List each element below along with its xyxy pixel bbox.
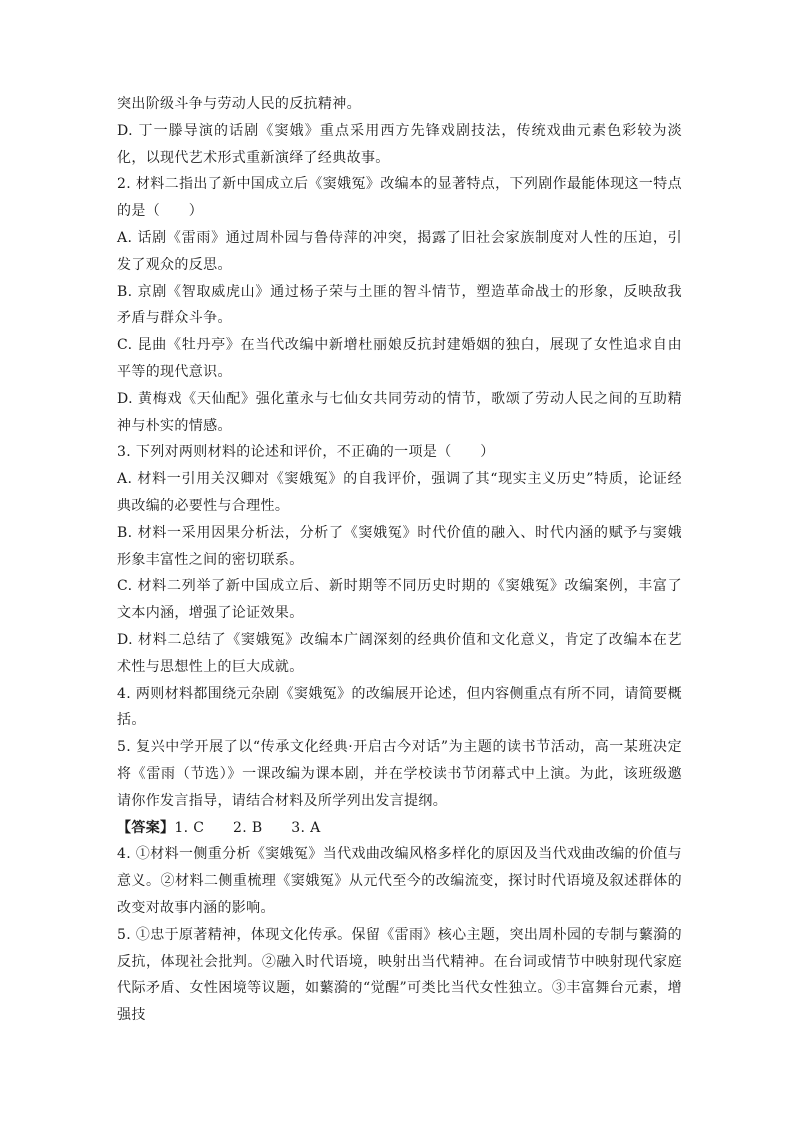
q2-option-c: C. 昆曲《牡丹亭》在当代改编中新增杜丽娘反抗封建婚姻的独白，展现了女性追求自由平等的现代意识。 xyxy=(117,337,682,380)
answer-label: 【答案】 xyxy=(117,819,175,836)
q1-option-d: D. 丁一滕导演的话剧《窦娥》重点采用西方先锋戏剧技法，传统戏曲元素色彩较为淡化，以现代艺术形式重新演绎了经典故事。 xyxy=(117,122,682,166)
answer-4: 4. ①材料一侧重分析《窦娥冤》当代戏曲改编风格多样化的原因及当代戏曲改编的价值与意义。②材料二侧重梳理《窦娥冤》从元代至今的改编流变，探讨时代语境及叙述群体的改变对故事内涵的影响。 xyxy=(117,846,682,916)
paragraph-continuation: 突出阶级斗争与劳动人民的反抗精神。 xyxy=(117,96,361,112)
q2-option-d: D. 黄梅戏《天仙配》强化董永与七仙女共同劳动的情节，歌颂了劳动人民之间的互助精神与朴实的情感。 xyxy=(117,390,682,434)
q3-option-b: B. 材料一采用因果分析法，分析了《窦娥冤》时代价值的融入、时代内涵的赋予与窦娥形象丰富性之间的密切联系。 xyxy=(117,524,682,568)
question-3: 3. 下列对两则材料的论述和评价，不正确的一项是（ ） xyxy=(117,444,495,461)
question-2: 2. 材料二指出了新中国成立后《窦娥冤》改编本的显著特点，下列剧作最能体现这一特点的是（ ） xyxy=(117,176,682,220)
q3-option-c: C. 材料二列举了新中国成立后、新时期等不同历史时期的《窦娥冤》改编案例，丰富了文本内涵，增强了论证效果。 xyxy=(117,578,682,622)
q2-option-a: A. 话剧《雷雨》通过周朴园与鲁侍萍的冲突，揭露了旧社会家族制度对人性的压迫，引发了观众的反思。 xyxy=(117,229,682,273)
document-body xyxy=(117,91,682,1029)
answer-choices: 1. C 2. B 3. A xyxy=(174,819,321,836)
question-5: 5. 复兴中学开展了以“传承文化经典·开启古今对话”为主题的读书节活动，高一某班决定将《雷雨（节选）》一课改编为课本剧，并在学校读书节闭幕式中上演。为此，该班级邀请你作发言指导，请结合材料及所学列出发言提纲。 xyxy=(117,739,682,809)
answer-5: 5. ①忠于原著精神，体现文化传承。保留《雷雨》核心主题，突出周朴园的专制与蘩漪的反抗，体现社会批判。②融入时代语境，映射出当代精神。在台词或情节中映射现代家庭代际矛盾、女性困境等议题，如蘩漪的“觉醒”可类比当代女性独立。③丰富舞台元素，增强技 xyxy=(117,926,682,1024)
q2-option-b: B. 京剧《智取威虎山》通过杨子荣与土匪的智斗情节，塑造革命战士的形象，反映敌我矛盾与群众斗争。 xyxy=(117,283,682,327)
question-4: 4. 两则材料都围绕元杂剧《窦娥冤》的改编展开论述，但内容侧重点有所不同，请简要概括。 xyxy=(117,685,682,729)
q3-option-d: D. 材料二总结了《窦娥冤》改编本广阔深刻的经典价值和文化意义，肯定了改编本在艺术性与思想性上的巨大成就。 xyxy=(117,631,682,675)
q3-option-a: A. 材料一引用关汉卿对《窦娥冤》的自我评价，强调了其“现实主义历史”特质，论证经典改编的必要性与合理性。 xyxy=(117,471,682,514)
answer-line xyxy=(117,815,682,842)
